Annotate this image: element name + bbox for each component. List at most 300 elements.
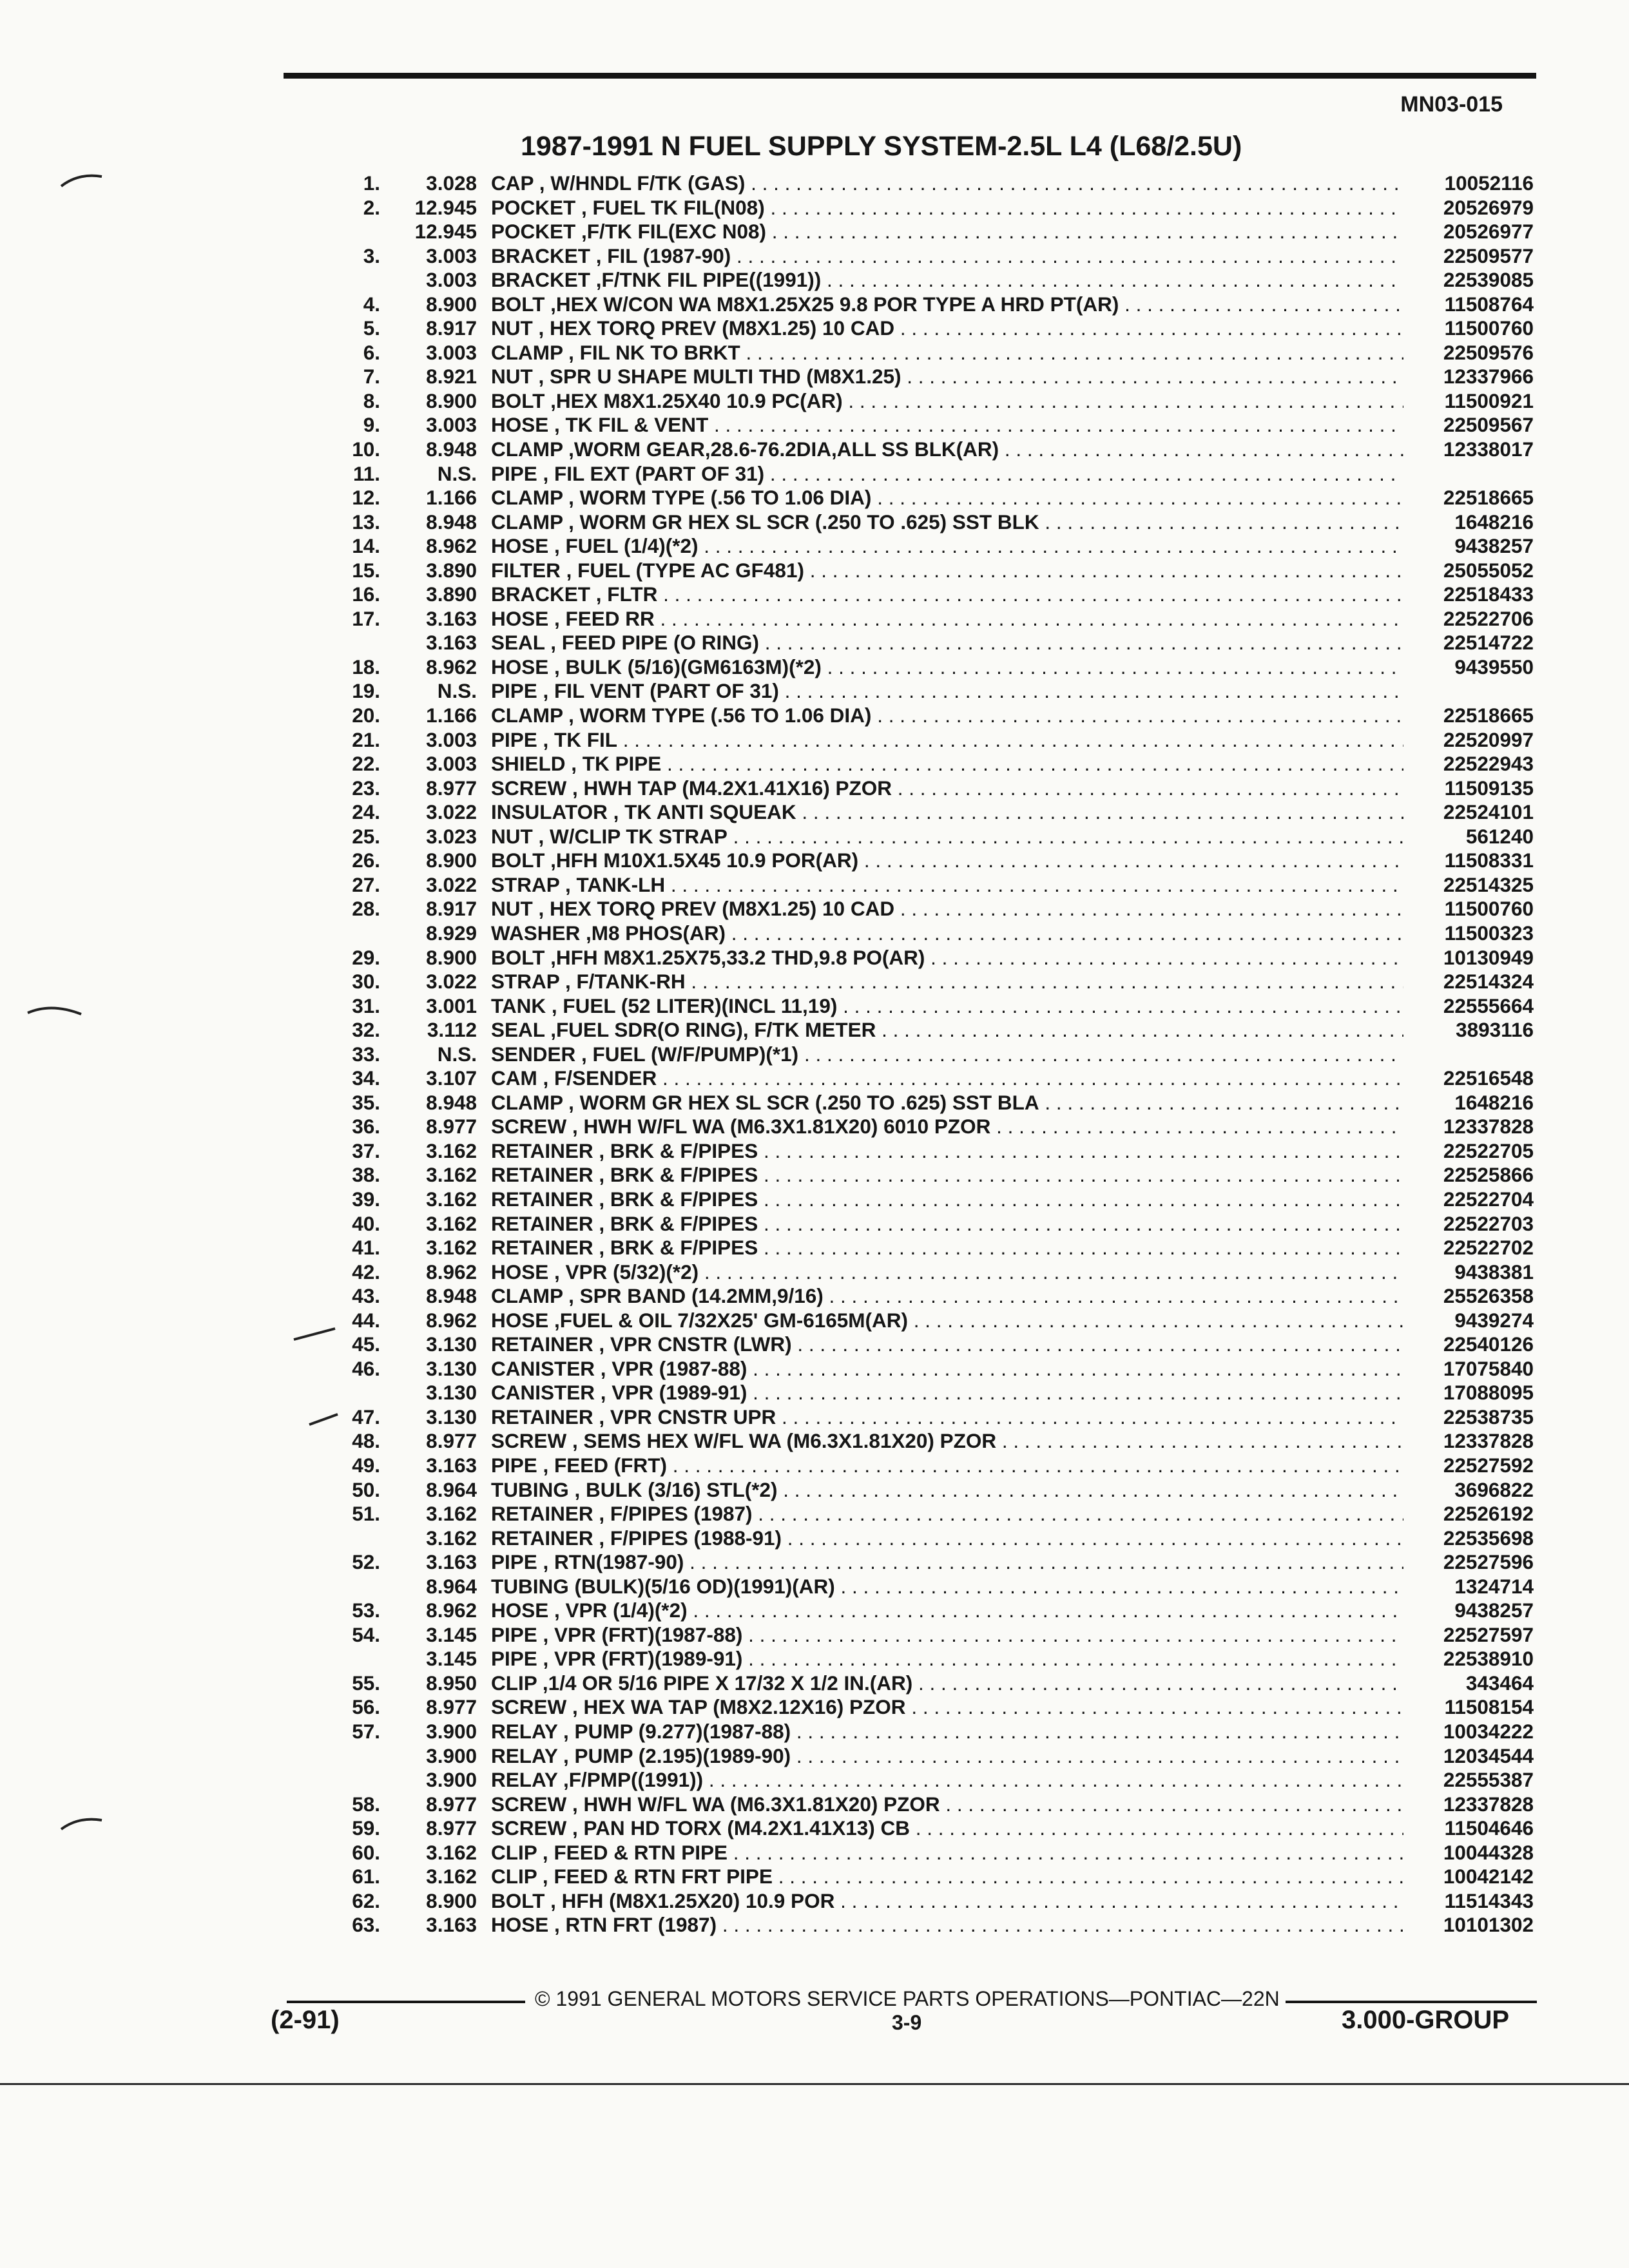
part-number: 11508154	[1444, 1695, 1534, 1719]
ref-number: 33.	[352, 1042, 380, 1066]
part-number: 11514343	[1444, 1888, 1534, 1912]
ref-number: 27.	[352, 872, 380, 896]
group-number: 1.166	[426, 704, 477, 727]
part-description: BOLT ,HFH M8X1.25X75,33.2 THD,9.8 PO(AR) . . .	[491, 946, 1403, 970]
part-row	[335, 510, 1534, 535]
group-number: 8.900	[426, 1888, 477, 1912]
part-number: 25526358	[1443, 1284, 1534, 1308]
part-row	[335, 655, 1534, 680]
footer-date: (2-91)	[271, 2006, 340, 2034]
part-description: HOSE , VPR (5/32)(*2) . . .	[491, 1260, 1403, 1284]
part-row	[335, 437, 1534, 462]
part-description: RETAINER , BRK & F/PIPES . . .	[491, 1187, 1403, 1211]
part-row	[335, 341, 1534, 365]
part-row	[335, 1043, 1534, 1067]
group-number: 12.945	[414, 195, 477, 219]
ref-number: 6.	[363, 340, 380, 364]
part-description: RETAINER , F/PIPES (1988-91) . . .	[491, 1526, 1403, 1550]
part-description: RELAY , PUMP (2.195)(1989-90) . . .	[491, 1744, 1403, 1768]
group-number: 8.962	[426, 1308, 477, 1332]
part-description: CANISTER , VPR (1989-91) . . .	[491, 1381, 1403, 1405]
part-row	[335, 1284, 1534, 1309]
part-number: 1648216	[1454, 510, 1534, 533]
part-row	[335, 1913, 1534, 1937]
part-number: 22527597	[1443, 1622, 1534, 1646]
part-number: 22527596	[1443, 1550, 1534, 1574]
part-row	[335, 970, 1534, 994]
part-row	[335, 559, 1534, 583]
group-number: 3.162	[426, 1526, 477, 1550]
group-number: 8.948	[426, 1284, 477, 1308]
group-number: 3.163	[426, 631, 477, 655]
part-row	[335, 1744, 1534, 1769]
ref-number: 1.	[363, 171, 380, 195]
group-number: 3.003	[426, 413, 477, 437]
part-description: SCREW , SEMS HEX W/FL WA (M6.3X1.81X20) PZOR . . .	[491, 1429, 1403, 1453]
margin-mark	[26, 1000, 84, 1019]
group-number: 8.948	[426, 1090, 477, 1114]
margin-mark	[293, 1326, 338, 1341]
part-number: 22524101	[1443, 800, 1534, 824]
part-description: WASHER ,M8 PHOS(AR) . . .	[491, 921, 1403, 945]
part-description: CLAMP , WORM TYPE (.56 TO 1.06 DIA) . . .	[491, 704, 1403, 727]
part-row	[335, 582, 1534, 607]
group-number: N.S.	[437, 461, 477, 485]
part-number: 22522702	[1443, 1236, 1534, 1260]
ref-number: 9.	[363, 413, 380, 437]
part-number: 9438257	[1454, 1599, 1534, 1622]
part-description: RETAINER , BRK & F/PIPES . . .	[491, 1139, 1403, 1163]
part-row	[335, 1502, 1534, 1526]
part-row	[335, 776, 1534, 801]
part-number: 22522706	[1443, 606, 1534, 630]
group-number: 8.977	[426, 1792, 477, 1816]
part-description: HOSE , FEED RR . . .	[491, 607, 1403, 631]
part-row	[335, 921, 1534, 946]
part-description: POCKET , FUEL TK FIL(N08) . . .	[491, 196, 1403, 220]
group-number: 8.977	[426, 776, 477, 800]
group-number: 8.962	[426, 1260, 477, 1283]
group-number: 3.003	[426, 752, 477, 776]
group-number: 8.921	[426, 365, 477, 389]
ref-number: 8.	[363, 389, 380, 412]
part-description: TUBING , BULK (3/16) STL(*2) . . .	[491, 1478, 1403, 1502]
ref-number: 14.	[352, 534, 380, 558]
group-number: 3.022	[426, 800, 477, 824]
part-number: 3893116	[1456, 1018, 1534, 1042]
part-number: 22522703	[1443, 1211, 1534, 1235]
group-number: 8.950	[426, 1671, 477, 1695]
group-number: 3.162	[426, 1502, 477, 1526]
part-description: PIPE , FIL EXT (PART OF 31) . . .	[491, 462, 1403, 486]
part-number: 22518665	[1443, 704, 1534, 727]
part-number: 10042142	[1443, 1865, 1534, 1888]
part-description: CAP , W/HNDL F/TK (GAS) . . .	[491, 171, 1403, 195]
group-number: 8.900	[426, 945, 477, 969]
ref-number: 7.	[363, 365, 380, 389]
part-description: HOSE , FUEL (1/4)(*2) . . .	[491, 534, 1403, 558]
group-number: N.S.	[437, 1042, 477, 1066]
group-number: 3.130	[426, 1405, 477, 1428]
part-row	[335, 1018, 1534, 1043]
ref-number: 36.	[352, 1115, 380, 1139]
document-code: MN03-015	[1400, 92, 1503, 117]
part-row	[335, 1889, 1534, 1914]
part-description: NUT , HEX TORQ PREV (M8X1.25) 10 CAD . . .	[491, 316, 1403, 340]
part-description: CLIP , FEED & RTN PIPE . . .	[491, 1841, 1403, 1865]
part-row	[335, 1212, 1534, 1236]
group-number: 3.162	[426, 1163, 477, 1187]
part-row	[335, 462, 1534, 486]
part-number: 22520997	[1443, 727, 1534, 751]
part-description: FILTER , FUEL (TYPE AC GF481) . . .	[491, 559, 1403, 582]
part-number: 22555387	[1443, 1768, 1534, 1792]
part-row	[335, 1478, 1534, 1503]
ref-number: 44.	[352, 1308, 380, 1332]
part-description: PIPE , RTN(1987-90) . . .	[491, 1550, 1403, 1574]
part-description: PIPE , FEED (FRT) . . .	[491, 1454, 1403, 1477]
ref-number: 58.	[352, 1792, 380, 1816]
part-description: RETAINER , VPR CNSTR (LWR) . . .	[491, 1332, 1403, 1356]
group-number: 1.166	[426, 486, 477, 510]
part-number: 11509135	[1444, 776, 1534, 800]
part-number: 22509567	[1443, 413, 1534, 437]
ref-number: 23.	[352, 776, 380, 800]
part-description: RETAINER , BRK & F/PIPES . . .	[491, 1163, 1403, 1187]
part-row	[335, 1260, 1534, 1285]
ref-number: 53.	[352, 1599, 380, 1622]
part-description: HOSE , VPR (1/4)(*2) . . .	[491, 1599, 1403, 1622]
ref-number: 10.	[352, 437, 380, 461]
group-number: 3.162	[426, 1139, 477, 1162]
ref-number: 49.	[352, 1453, 380, 1477]
group-number: 3.900	[426, 1720, 477, 1743]
part-description: CLAMP , WORM TYPE (.56 TO 1.06 DIA) . . .	[491, 486, 1403, 510]
part-row	[335, 1623, 1534, 1648]
part-number: 11500760	[1444, 897, 1534, 921]
part-number: 22522704	[1443, 1187, 1534, 1211]
group-number: 8.964	[426, 1574, 477, 1598]
part-row	[335, 1526, 1534, 1551]
ref-number: 43.	[352, 1284, 380, 1308]
part-row	[335, 1357, 1534, 1381]
group-number: 8.948	[426, 437, 477, 461]
part-number: 22539085	[1443, 268, 1534, 292]
part-row	[335, 1550, 1534, 1575]
part-description: RELAY , PUMP (9.277)(1987-88) . . .	[491, 1720, 1403, 1744]
part-description: SCREW , HWH W/FL WA (M6.3X1.81X20) 6010 PZOR . . .	[491, 1115, 1403, 1139]
group-number: 8.917	[426, 316, 477, 340]
part-description: BOLT , HFH (M8X1.25X20) 10.9 POR . . .	[491, 1889, 1403, 1913]
part-description: PIPE , VPR (FRT)(1987-88) . . .	[491, 1623, 1403, 1647]
part-number: 22514324	[1443, 970, 1534, 994]
ref-number: 60.	[352, 1840, 380, 1864]
ref-number: 31.	[352, 994, 380, 1017]
ref-number: 32.	[352, 1018, 380, 1042]
group-number: 3.890	[426, 558, 477, 582]
ref-number: 4.	[363, 292, 380, 316]
group-number: 3.107	[426, 1066, 477, 1090]
group-number: 8.917	[426, 897, 477, 921]
part-description: INSULATOR , TK ANTI SQUEAK . . .	[491, 800, 1403, 824]
part-number: 11508331	[1444, 849, 1534, 872]
part-row	[335, 849, 1534, 873]
page-title: 1987-1991 N FUEL SUPPLY SYSTEM-2.5L L4 (L68/2.5U)	[521, 131, 1242, 162]
part-description: PIPE , VPR (FRT)(1989-91) . . .	[491, 1647, 1403, 1671]
group-number: 8.900	[426, 389, 477, 412]
ref-number: 61.	[352, 1865, 380, 1888]
part-row	[335, 1115, 1534, 1139]
group-number: N.S.	[437, 679, 477, 703]
group-number: 3.163	[426, 606, 477, 630]
ref-number: 37.	[352, 1139, 380, 1162]
ref-number: 13.	[352, 510, 380, 533]
part-number: 10034222	[1443, 1720, 1534, 1743]
ref-number: 62.	[352, 1888, 380, 1912]
part-row	[335, 897, 1534, 921]
part-row	[335, 1163, 1534, 1187]
ref-number: 29.	[352, 945, 380, 969]
part-number: 22525866	[1443, 1163, 1534, 1187]
margin-mark	[59, 1812, 104, 1832]
part-number: 12337828	[1443, 1792, 1534, 1816]
part-description: SCREW , HWH W/FL WA (M6.3X1.81X20) PZOR . . .	[491, 1792, 1403, 1816]
ref-number: 38.	[352, 1163, 380, 1187]
ref-number: 50.	[352, 1477, 380, 1501]
part-number: 343464	[1465, 1671, 1534, 1695]
group-number: 3.890	[426, 582, 477, 606]
part-number: 22540126	[1443, 1332, 1534, 1356]
ref-number: 46.	[352, 1356, 380, 1380]
part-row	[335, 1187, 1534, 1212]
part-description: CAM , F/SENDER . . .	[491, 1066, 1403, 1090]
ref-number: 15.	[352, 558, 380, 582]
part-description: RETAINER , F/PIPES (1987) . . .	[491, 1502, 1403, 1526]
part-description: HOSE , TK FIL & VENT . . .	[491, 413, 1403, 437]
group-number: 3.003	[426, 244, 477, 267]
part-number: 9439274	[1454, 1308, 1534, 1332]
part-number: 22527592	[1443, 1453, 1534, 1477]
part-row	[335, 293, 1534, 317]
part-row	[335, 389, 1534, 414]
part-description: CLAMP , FIL NK TO BRKT . . .	[491, 341, 1403, 365]
part-number: 9438257	[1454, 534, 1534, 558]
ref-number: 22.	[352, 752, 380, 776]
part-row	[335, 825, 1534, 849]
group-number: 3.130	[426, 1332, 477, 1356]
ref-number: 40.	[352, 1211, 380, 1235]
part-number: 22522943	[1443, 752, 1534, 776]
part-row	[335, 704, 1534, 728]
part-number: 22535698	[1443, 1526, 1534, 1550]
part-number: 22514325	[1443, 872, 1534, 896]
group-number: 3.001	[426, 994, 477, 1017]
part-number: 22538735	[1443, 1405, 1534, 1428]
part-row	[335, 196, 1534, 220]
group-number: 8.900	[426, 849, 477, 872]
ref-number: 47.	[352, 1405, 380, 1428]
part-number: 11504646	[1444, 1816, 1534, 1840]
group-number: 3.163	[426, 1550, 477, 1574]
part-description: TUBING (BULK)(5/16 OD)(1991)(AR) . . .	[491, 1575, 1403, 1599]
part-row	[335, 1139, 1534, 1164]
part-description: PIPE , TK FIL . . .	[491, 728, 1403, 752]
group-number: 8.977	[426, 1816, 477, 1840]
ref-number: 35.	[352, 1090, 380, 1114]
margin-mark	[308, 1411, 340, 1427]
group-number: 3.130	[426, 1381, 477, 1405]
part-number: 22526192	[1443, 1502, 1534, 1526]
part-row	[335, 365, 1534, 389]
part-number: 22514722	[1443, 631, 1534, 655]
ref-number: 17.	[352, 606, 380, 630]
part-row	[335, 873, 1534, 898]
ref-number: 11.	[352, 461, 380, 485]
part-number: 22516548	[1443, 1066, 1534, 1090]
group-number: 3.022	[426, 872, 477, 896]
ref-number: 24.	[352, 800, 380, 824]
part-row	[335, 631, 1534, 655]
ref-number: 45.	[352, 1332, 380, 1356]
ref-number: 57.	[352, 1720, 380, 1743]
top-rule	[284, 73, 1536, 79]
part-description: SEAL ,FUEL SDR(O RING), F/TK METER . . .	[491, 1018, 1403, 1042]
part-description: NUT , W/CLIP TK STRAP . . .	[491, 825, 1403, 849]
part-number: 561240	[1465, 824, 1534, 848]
part-row	[335, 1816, 1534, 1841]
part-description: BOLT ,HEX W/CON WA M8X1.25X25 9.8 POR TYPE A HRD PT(AR) . . .	[491, 293, 1403, 316]
part-number: 12034544	[1443, 1744, 1534, 1767]
part-row	[335, 1381, 1534, 1405]
part-number: 12337828	[1443, 1429, 1534, 1453]
part-description: RETAINER , VPR CNSTR UPR . . .	[491, 1405, 1403, 1429]
ref-number: 30.	[352, 970, 380, 994]
page-number: 3-9	[892, 2011, 922, 2034]
copyright: © 1991 GENERAL MOTORS SERVICE PARTS OPERATIONS—PONTIAC—22N	[535, 1987, 1280, 2010]
part-row	[335, 1599, 1534, 1623]
part-description: TANK , FUEL (52 LITER)(INCL 11,19) . . .	[491, 994, 1403, 1018]
part-row	[335, 1429, 1534, 1454]
part-number: 1648216	[1454, 1090, 1534, 1114]
part-number: 10101302	[1443, 1913, 1534, 1937]
group-number: 8.962	[426, 655, 477, 678]
part-number: 11500921	[1444, 389, 1534, 412]
part-row	[335, 679, 1534, 704]
part-number: 20526979	[1443, 195, 1534, 219]
part-description: SENDER , FUEL (W/F/PUMP)(*1) . . .	[491, 1043, 1403, 1066]
part-number: 22555664	[1443, 994, 1534, 1017]
part-description: CLIP ,1/4 OR 5/16 PIPE X 17/32 X 1/2 IN.(AR) . . .	[491, 1671, 1403, 1695]
part-description: SEAL , FEED PIPE (O RING) . . .	[491, 631, 1403, 655]
ref-number: 34.	[352, 1066, 380, 1090]
part-description: BOLT ,HEX M8X1.25X40 10.9 PC(AR) . . .	[491, 389, 1403, 413]
part-number: 11500760	[1444, 316, 1534, 340]
part-description: CANISTER , VPR (1987-88) . . .	[491, 1357, 1403, 1381]
group-number: 3.130	[426, 1356, 477, 1380]
part-row	[335, 413, 1534, 437]
part-number: 17088095	[1443, 1381, 1534, 1405]
group-number: 3.028	[426, 171, 477, 195]
ref-number: 39.	[352, 1187, 380, 1211]
ref-number: 54.	[352, 1622, 380, 1646]
ref-number: 3.	[363, 244, 380, 267]
part-description: SHIELD , TK PIPE . . .	[491, 752, 1403, 776]
part-number: 11508764	[1444, 292, 1534, 316]
group-number: 8.948	[426, 510, 477, 533]
footer-rule-left	[287, 2001, 525, 2003]
ref-number: 18.	[352, 655, 380, 678]
part-row	[335, 1309, 1534, 1333]
ref-number: 48.	[352, 1429, 380, 1453]
group-number: 3.163	[426, 1913, 477, 1937]
group-number: 3.162	[426, 1211, 477, 1235]
group-number: 3.162	[426, 1865, 477, 1888]
part-row	[335, 1865, 1534, 1889]
group-number: 8.900	[426, 292, 477, 316]
part-number: 22509576	[1443, 340, 1534, 364]
group-number: 8.977	[426, 1115, 477, 1139]
group-number: 3.145	[426, 1622, 477, 1646]
ref-number: 21.	[352, 727, 380, 751]
group-number: 3.900	[426, 1744, 477, 1767]
part-row	[335, 1647, 1534, 1671]
part-number: 10052116	[1444, 171, 1534, 195]
part-row	[335, 1671, 1534, 1696]
group-number: 3.022	[426, 970, 477, 994]
part-description: BRACKET ,F/TNK FIL PIPE((1991)) . . .	[491, 268, 1403, 292]
part-description: RELAY ,F/PMP((1991)) . . .	[491, 1768, 1403, 1792]
margin-mark	[59, 169, 104, 188]
bottom-rule	[0, 2083, 1629, 2085]
part-description: POCKET ,F/TK FIL(EXC N08) . . .	[491, 220, 1403, 244]
part-description: SCREW , HEX WA TAP (M8X2.12X16) PZOR . . .	[491, 1695, 1403, 1719]
part-description: RETAINER , BRK & F/PIPES . . .	[491, 1212, 1403, 1236]
part-number: 22509577	[1443, 244, 1534, 267]
ref-number: 28.	[352, 897, 380, 921]
ref-number: 63.	[352, 1913, 380, 1937]
footer-rule-right	[1286, 2001, 1537, 2003]
part-number: 10044328	[1443, 1840, 1534, 1864]
part-number: 22538910	[1443, 1647, 1534, 1671]
ref-number: 42.	[352, 1260, 380, 1283]
part-row	[335, 1454, 1534, 1478]
part-description: SCREW , HWH TAP (M4.2X1.41X16) PZOR . . .	[491, 776, 1403, 800]
part-row	[335, 1575, 1534, 1599]
part-row	[335, 1720, 1534, 1744]
part-description: BOLT ,HFH M10X1.5X45 10.9 POR(AR) . . .	[491, 849, 1403, 872]
part-number: 22522705	[1443, 1139, 1534, 1162]
parts-list	[335, 171, 1534, 1937]
group-number: 3.162	[426, 1187, 477, 1211]
group-number: 8.962	[426, 1599, 477, 1622]
part-row	[335, 171, 1534, 196]
group-number: 3.023	[426, 824, 477, 848]
part-row	[335, 316, 1534, 341]
group-number: 8.977	[426, 1429, 477, 1453]
group-number: 8.929	[426, 921, 477, 945]
group-number: 3.900	[426, 1768, 477, 1792]
group-number: 8.977	[426, 1695, 477, 1719]
part-row	[335, 752, 1534, 776]
ref-number: 56.	[352, 1695, 380, 1719]
part-description: HOSE , RTN FRT (1987) . . .	[491, 1913, 1403, 1937]
part-description: NUT , HEX TORQ PREV (M8X1.25) 10 CAD . . .	[491, 897, 1403, 921]
group-number: 3.112	[427, 1018, 477, 1042]
part-row	[335, 1236, 1534, 1260]
ref-number: 20.	[352, 704, 380, 727]
ref-number: 19.	[352, 679, 380, 703]
ref-number: 51.	[352, 1502, 380, 1526]
